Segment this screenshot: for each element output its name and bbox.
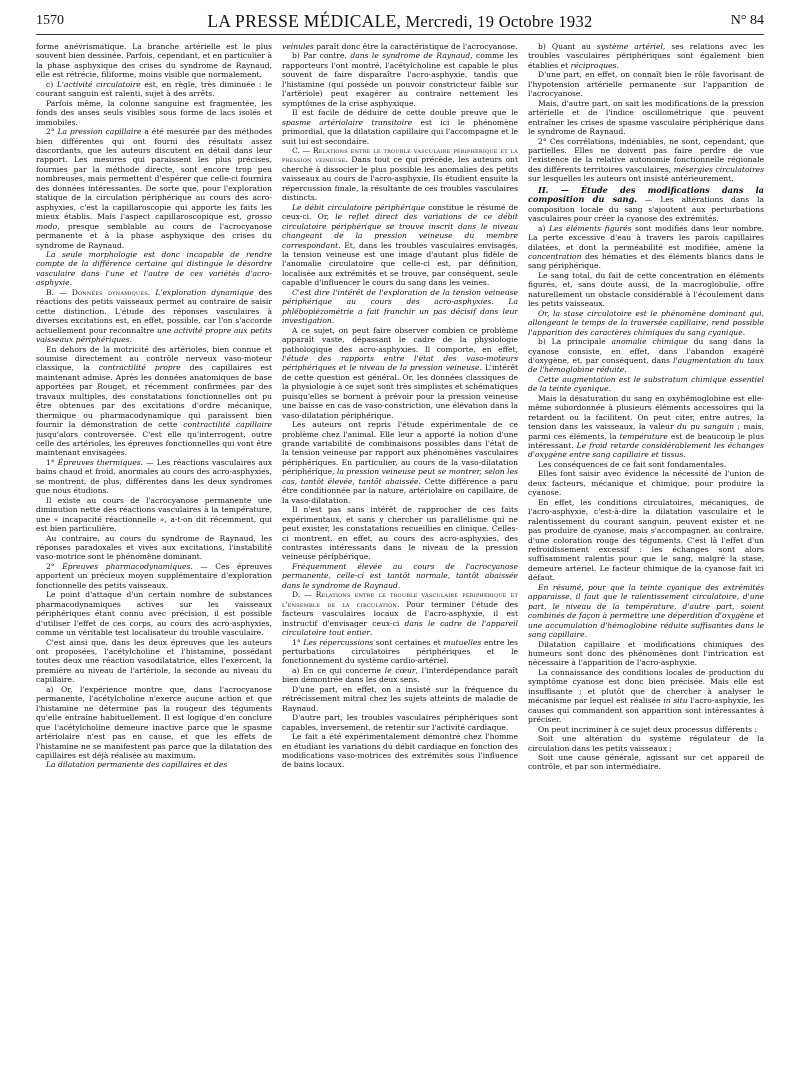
text-run: Soit une altération du système régulateur de la circulation dans les petits vaisseaux ;	[528, 734, 764, 753]
paragraph	[528, 375, 764, 394]
column-right	[528, 42, 764, 1072]
text-run: En effet, les conditions circulatoires, mécaniques, de l'acro-asphyxie, c'est-à-dire la dilatation vasculaire et le ralentissement du courant sanguin, peuvent exister et ne pas produire de cyanose, mais s'accompagner, au contraire, d'une coloration rouge des téguments. C'est là l'effet d'un refroidissement excessif : les échanges sont alors suffisamment ralentis pour que le sang, malgré la stase, demeure artériel. Le facteur chimique de la cyanose fait ici défaut.	[528, 497, 764, 583]
small-caps-heading: Relations entre le trouble vasculaire périphérique et la pression veineuse	[282, 145, 518, 165]
paragraph	[282, 732, 518, 770]
text-run: , presque semblable au cours de l'acrocyanose permanente et à la phase asphyxique des crises du syndrome de Raynaud.	[36, 221, 272, 250]
article-body	[36, 42, 764, 1072]
text-run: ; mais, parmi ces éléments, la	[528, 422, 764, 441]
text-run: entre les perturbations circulatoires périphériques et le fonctionnement du système cardio-artériel.	[282, 637, 518, 666]
italic-text: contractilité propre	[98, 363, 181, 373]
text-run: . Cette différence a paru être conditionnée par la nature, artériolaire ou capillaire, de la vaso-dilatation.	[282, 476, 518, 505]
text-run: des capillaires est maintenant admise. Après les données anatomiques de base apportées par Rouget, et récemment confirmées par des travaux multiples, des constatations fonctionnelles ont pu être obtenues par des excitations d'ordre mécanique, thermique ou pharmacodynamique qui paraissent bien fournir la démonstration de cette	[36, 363, 272, 430]
header-rule	[36, 34, 764, 35]
text-run: est, en règle, très diminuée : le courant sanguin est ralenti, sujet à des arrêts.	[36, 79, 272, 99]
paragraph	[36, 458, 272, 496]
paragraph	[282, 146, 518, 203]
paragraph	[36, 685, 272, 761]
journal-title: LA PRESSE MÉDICALE	[207, 10, 397, 31]
italic-text: Or, la stase circulatoire est le phénomène dominant qui, allongeant le temps de la traversée capillaire, rend possible l'apparition des caractères chimiques du sang cyanique.	[528, 308, 764, 337]
paragraph	[528, 186, 764, 224]
text-run: constitue le résumé de ceux-ci. Or,	[282, 202, 518, 222]
paragraph	[282, 42, 518, 51]
text-run: D'une part, en effet, on connaît bien le rôle favorisant de l'hypotension artérielle permanente sur l'apparition de l'acrocyanose.	[528, 70, 764, 99]
text-run: Il existe au cours de l'acrocyanose permanente une diminution nette des réactions vasculaires à la température, une « incapacité réactionnelle », a-t-on dit récemment, qui est bien particulière.	[36, 495, 272, 534]
paragraph	[282, 108, 518, 146]
text-run: est de beaucoup le plus intéressant.	[528, 431, 764, 451]
text-run: des réactions des petits vaisseaux permet au contraire de saisir cette distinction. L'étude des réponses vasculaires à diverses excitations est, en effet, possible, car l'on s'accorde actuellement pour reconnaître	[36, 287, 272, 335]
paragraph	[528, 99, 764, 137]
italic-text: contractilité capillaire	[183, 420, 272, 430]
italic-text: le cœur	[384, 665, 416, 675]
paragraph	[528, 137, 764, 184]
text-run: Le point d'attaque d'un certain nombre de substances pharmacodynamiques actives sur les vaisseaux périphériques étant connu avec précision, il est possible d'utiliser l'effet de ces corps, au cours des acro-asphyxies, comme un véritable test localisateur du trouble vasculaire.	[36, 590, 272, 638]
italic-text: Fréquemment élevée au cours de l'acrocyanose permanente, celle-ci est tantôt normale, tantôt abaissée dans le syndrome de Raynaud.	[282, 561, 518, 590]
paragraph	[528, 42, 764, 70]
italic-text: La seule morphologie est donc incapable de rendre compte de la différence certaine qui distingue le désordre vasculaire dans l'une et l'autre de ces variétés d'acro-asphyxie.	[36, 249, 272, 288]
text-run: Parfois même, la colonne sanguine est fragmentée, les fonds des anses seuls visibles sous forme de lacs isolés et immobiles.	[36, 98, 272, 127]
paragraph	[528, 668, 764, 725]
paragraph	[528, 498, 764, 583]
text-run: .	[616, 60, 619, 70]
italic-text: l'étude des rapports entre l'état des vaso-moteurs périphériques et le niveau de la pression veineuse	[282, 353, 518, 373]
paragraph	[528, 309, 764, 337]
text-run: paraît donc être la caractéristique de l'acrocyanose.	[313, 42, 518, 51]
column-left	[36, 42, 272, 1072]
paragraph	[282, 505, 518, 562]
italic-text: réciproques	[570, 60, 617, 70]
italic-text: la pression veineuse peut se montrer, selon les cas, tantôt élevée, tantôt abaissée	[282, 467, 518, 486]
italic-text: spasme artériolaire transitoire	[282, 117, 413, 127]
text-run: .	[147, 287, 156, 297]
italic-text: mésergies circulatoires	[673, 164, 764, 174]
italic-text: in situ	[663, 696, 688, 706]
italic-text: L'activité circulatoire	[56, 79, 141, 89]
italic-text: La dilatation permanente des capillaires et des	[46, 760, 228, 770]
paragraph	[282, 562, 518, 590]
text-run: est ici le phénomène primordial, que la dilatation capillaire qui l'accompagne et le suit lui est secondaire.	[282, 117, 518, 146]
text-run: On peut incriminer à ce sujet deux processus différents :	[538, 724, 757, 734]
section-heading: II. — Étude des modifications dans la composition du sang.	[528, 184, 764, 205]
text-run: 2° Ces corrélations, indéniables, ne sont, cependant, que partielles. Elles ne doivent pas faire perdre de vue l'existence de la relative autonomie fonctionnelle régionale des différents territoires vasculaires,	[528, 136, 764, 174]
text-run: sont modifiés dans leur nombre. La perte excessive d'eau à travers les parois capillaires dilatées, et dont la perméabilité est modifiée, amène la	[528, 223, 764, 252]
column-middle	[282, 42, 518, 1072]
italic-text: veinules	[282, 42, 314, 51]
paragraph	[36, 345, 272, 458]
text-run: sont certaines et	[373, 637, 444, 647]
paragraph	[282, 590, 518, 637]
italic-text: L'exploration dynamique	[155, 287, 254, 297]
text-run: . Dans tout ce qui précède, les auteurs ont cherché à dissocier le plus possible les anomalies des petits vaisseaux au cours de l'acro-asphyxie. Ils étudient ensuite la répercussion finale, la résultante de ces troubles vasculaires distincts.	[282, 155, 518, 203]
paragraph	[528, 70, 764, 98]
italic-text: Épreuves thermiques	[57, 457, 141, 467]
text-run: b) Quant au	[538, 42, 597, 51]
paragraph	[528, 583, 764, 640]
paragraph	[528, 469, 764, 497]
paragraph	[36, 250, 272, 288]
paragraph	[36, 590, 272, 637]
small-caps-heading: Données dynamiques	[71, 287, 148, 297]
text-run: a)	[538, 223, 550, 233]
text-run: D'une part, en effet, on a insisté sur la fréquence du rétrécissement mitral chez les sujets atteints de maladie de Raynaud.	[282, 684, 518, 713]
text-run: 1°	[46, 457, 58, 467]
italic-text: le reflet direct des variations de ce débit circulatoire périphérique se trouve inscrit dans le niveau changeant de la pression veineuse du membre correspondant	[282, 212, 518, 250]
paragraph	[528, 753, 764, 772]
text-run: jusqu'alors controversée. C'est elle qu'interrogent, outre celle des artérioles, les épreuves fonctionnelles qui vont être maintenant envisagées.	[36, 429, 272, 458]
text-run: 1°	[292, 637, 304, 647]
text-run: sur lesquelles les auteurs ont insisté antérieurement.	[528, 174, 734, 184]
paragraph	[528, 460, 764, 469]
text-run: a été mesurée par des méthodes bien différentes qui ont fourni des résultats assez discordants, que les auteurs discutent en détail dans leur rapport. Les mesures qui paraissent les plus précises, fournies par la méthode directe, sont encore trop peu nombreuses, mais permettent d'espérer que celle-ci fournira des données intéressantes. De sorte que, pour l'exploration statique de la circulation périphérique au cours des acro-asphyxies, c'est la capillaroscopie qui apporte les faits les mieux établis. Mais l'aspect capillaroscopique est,	[36, 127, 272, 222]
issue-date: Mercredi, 19 Octobre 1932	[405, 11, 593, 31]
paragraph	[528, 394, 764, 460]
italic-text: grosso modo	[36, 212, 272, 231]
text-run: A ce sujet, on peut faire observer combien ce problème apparaît vaste, dépassant le cadre de la physiologie pathologique des acro-asphyxies. Il comporte, en effet,	[282, 325, 518, 354]
italic-text: concentration	[528, 251, 582, 261]
text-run: Mais la désaturation du sang en oxyhémoglobine est elle-même subordonnée à plusieurs éléments accessoires qui la retardent ou la facilitent. On peut citer, entre autres, la tension dans les vaisseaux, la valeur	[528, 393, 764, 432]
text-run: des hématies et des éléments blancs dans le sang périphérique.	[528, 251, 764, 271]
text-run: Les conséquences de ce fait sont fondamentales.	[538, 459, 727, 469]
paragraph	[282, 638, 518, 666]
text-run: Le fait a été expérimentalement démontré chez l'homme en étudiant les variations du débit cardiaque en fonction des modifications vaso-motrices des extrémités sous l'influence de bains locaux.	[282, 732, 518, 770]
page-number: 1570	[36, 13, 64, 28]
italic-text: anomalie chimique	[611, 337, 688, 347]
italic-text: dans le syndrome de Raynaud	[350, 51, 471, 61]
text-run: , ses relations avec les troubles vasculaires périphériques sont également bien établies et	[528, 42, 764, 70]
paragraph	[528, 337, 764, 375]
text-run: . L'intérêt de cette question est général. Or, les données classiques de la physiologie à ce sujet sont très simplistes et schématiques puisqu'elles se bornent à prévoir pour la pression veineuse une baisse en cas de vaso-constriction, une élévation dans la vaso-dilatation périphérique.	[282, 363, 518, 420]
text-run: C. —	[292, 145, 313, 155]
paragraph	[528, 271, 764, 309]
paragraph	[36, 80, 272, 99]
paragraph	[36, 562, 272, 590]
text-run: a) En ce qui concerne	[292, 665, 385, 675]
text-run: b) Par contre,	[292, 51, 351, 61]
paragraph	[36, 42, 272, 80]
italic-text: dans le cadre de l'appareil circulatoire tout entier	[282, 618, 518, 638]
text-run: , l'interdépendance paraît bien démontrée dans les deux sens.	[282, 665, 518, 685]
italic-text: une activité propre aux petits vaisseaux périphériques	[36, 325, 272, 345]
text-run: Dilatation capillaire et modifications chimiques des humeurs sont donc des phénomènes dont l'intrication est nécessaire à l'apparition de l'acro-asphyxie.	[528, 639, 764, 668]
text-run: C'est ainsi que, dans les deux épreuves que les auteurs ont proposées, l'acétylcholine et l'histamine, possédant toutes deux une réaction vasodilatatrice, elles l'exercent, la première au niveau de l'artériole, la seconde au niveau du capillaire.	[36, 637, 272, 685]
text-run: En dehors de la motricité des artérioles, bien connue et soumise directement au contrôle nerveux vaso-moteur classique, la	[36, 344, 272, 373]
text-run: Elles font saisir avec évidence la nécessité de l'union de deux facteurs, mécanique et chimique, pour produire la cyanose.	[528, 469, 764, 498]
text-run: Il est facile de déduire de cette double preuve que le	[292, 108, 518, 118]
text-run: B. —	[46, 287, 72, 297]
italic-text: Cette augmentation est le substratum chimique essentiel de la teinte cyanique.	[528, 374, 764, 394]
italic-text: Les éléments figurés	[549, 223, 632, 233]
text-run: . Pour terminer l'étude des facteurs vasculaires locaux de l'acro-asphyxie, il est instructif d'envisager ceux-ci	[282, 599, 518, 628]
text-run: forme anévrismatique. La branche artérielle est le plus souvent bien dessinée. Parfois, cependant, et en particulier à la phase asphyxique des crises du syndrome de Raynaud, elle est rétrécie, filiforme, moins visible que normalement.	[36, 42, 272, 80]
paragraph	[528, 224, 764, 271]
italic-text: du pu sanguin	[677, 422, 734, 432]
journal-masthead: LA PRESSE MÉDICALE, Mercredi, 19 Octobre 1932	[207, 10, 593, 31]
text-run: c)	[46, 79, 57, 89]
paragraph	[282, 685, 518, 713]
text-run: .	[129, 335, 132, 345]
paragraph	[36, 760, 272, 769]
text-run: D. —	[292, 590, 316, 600]
text-run: Mais, d'autre part, on sait les modifications de la pression artérielle et de l'indice oscillométrique que peuvent entraîner les crises de spasme vasculaire périphérique dans le syndrome de Raynaud.	[528, 98, 764, 137]
paragraph	[36, 496, 272, 534]
text-run: a) Or, l'expérience montre que, dans l'acrocyanose permanente, l'acétylcholine n'exerce aucune action et que l'histamine ne détermine pas la rougeur des téguments qu'elle entraîne habituellement. Il est logique d'en conclure que l'acétylcholine demeure inactive parce que le spasme artériolaire n'est pas en cause, et que les effets de l'histamine ne se manifestent pas parce que la dilatation des capillaires est déjà réalisée au maximum.	[36, 684, 272, 760]
text-run: D'autre part, les troubles vasculaires périphériques sont capables, inversement, de retentir sur l'activité cardiaque.	[282, 713, 518, 732]
text-run: Les auteurs ont repris l'étude expérimentale de ce problème chez l'animal. Elle leur a apporté la notion d'une grande variabilité de combinaisons possibles dans l'état de la tension veineuse par rapport aux phénomènes vasculaires périphériques. En particulier, au cours de la vaso-dilatation périphérique,	[282, 420, 518, 477]
page-header	[36, 8, 764, 34]
paragraph	[282, 666, 518, 685]
italic-text: Le froid retarde considérablement les échanges d'oxygène entre sang capillaire et tissus.	[528, 441, 764, 460]
paragraph	[36, 534, 272, 562]
text-run: Au contraire, au cours du syndrome de Raynaud, les réponses paradoxales et vives aux excitations, l'instabilité vaso-motrice sont le phénomène dominant.	[36, 533, 272, 562]
text-run: 2°	[46, 561, 63, 571]
paragraph	[282, 288, 518, 326]
italic-text: l'augmentation du taux de l'hémoglobine réduite	[528, 355, 764, 375]
italic-text: En résumé, pour que la teinte cyanique des extrémités apparaisse, il faut que le ralentissement circulatoire, d'une part, le niveau de la température, d'autre part, soient combinés de façon à permettre une déperdition d'oxygène et une accumulation d'hémoglobine réduite suffisantes dans le sang capillaire.	[528, 582, 764, 640]
paragraph	[36, 288, 272, 345]
text-run: Il n'est pas sans intérêt de rapprocher de ces faits expérimentaux, et sans y chercher un parallélisme qui ne peut exister, les constatations recueillies en clinique. Celles-ci montrent, en effet, au cours des acro-asphyxies, des contrastes intéressants dans le niveau de la pression veineuse périphérique.	[282, 505, 518, 562]
issue-number: N° 84	[730, 13, 764, 28]
text-run: La connaissance des conditions locales de production du symptôme cyanose est donc bien précisée. Mais elle est insuffisante ; et plutôt que de chercher à analyser le mécanisme par lequel est réalisée	[528, 667, 764, 706]
text-run: . — Ces épreuves apportent un précieux moyen supplémentaire d'exploration fonctionnelle des petits vaisseaux.	[36, 561, 272, 590]
text-run: 2°	[46, 127, 58, 137]
paragraph	[36, 127, 272, 250]
text-run: .	[369, 628, 373, 638]
text-run: Le sang total, du fait de cette concentration en éléments figurés, et, sans doute aussi, de la macroglobulie, offre naturellement un obstacle considérable à l'écoulement dans les petits vaisseaux.	[528, 270, 764, 309]
small-caps-heading: Relations entre le trouble vasculaire périphérique et l'ensemble de la circulation	[282, 590, 518, 609]
italic-text: température	[619, 431, 668, 441]
paragraph	[282, 326, 518, 421]
paragraph	[282, 420, 518, 505]
italic-text: C'est dire l'intérêt de l'exploration de la tension veineuse périphérique au cours des acro-asphyxies. La phlébopiézométrie a fait franchir un pas décisif dans leur investigation.	[282, 287, 518, 326]
italic-text: système artériel	[596, 42, 663, 51]
paragraph	[36, 638, 272, 685]
text-run: l'acro-asphyxie, les causes qui commandent son apparition sont intéressantes à préciser.	[528, 696, 764, 725]
text-run: — Les altérations dans la composition locale du sang s'ajoutent aux perturbations vasculaires pour créer la cyanose des extrémités.	[528, 195, 764, 224]
text-run: , comme les rapporteurs l'ont montré, l'acétylcholine est capable le plus souvent de faire disparaître l'acro-asphyxie, tandis que l'histamine (qui possède un pouvoir constricteur faible sur l'artériole) peut exagérer au contraire nettement les symptômes de la crise asphyxique.	[282, 51, 518, 108]
paragraph	[282, 51, 518, 108]
text-run: Soit une cause générale, agissant sur cet appareil de contrôle, et par son intermédiaire.	[528, 752, 764, 772]
paragraph	[282, 713, 518, 732]
text-run: .	[624, 365, 627, 375]
paragraph	[528, 734, 764, 753]
italic-text: La pression capillaire	[57, 127, 142, 137]
italic-text: Les répercussions	[303, 637, 374, 647]
italic-text: Épreuves pharmacodynamiques	[62, 561, 191, 571]
italic-text: Le débit circulatoire périphérique	[292, 202, 426, 212]
paragraph	[528, 640, 764, 668]
text-run: . Et, dans les troubles vasculaires envisagés, la tension veineuse est une image d'autant plus fidèle de l'anomalie circulatoire que celle-ci est, par définition, localisée aux extrémités et se trouve, par conséquent, seule capable d'influencer le cours du sang dans les veines.	[282, 240, 518, 288]
paragraph	[36, 99, 272, 127]
paragraph	[528, 725, 764, 734]
paragraph	[282, 203, 518, 288]
italic-text: mutuelles	[443, 637, 482, 647]
text-run: . — Les réactions vasculaires aux bains chaud et froid, anormales au cours des acro-asphyxies, se montrent, de plus, différentes dans les deux syndromes que nous étudions.	[36, 457, 272, 496]
text-run: du sang dans la cyanose consiste, en effet, dans l'abandon exagéré d'oxygène, et, par conséquent, dans	[528, 337, 764, 365]
text-run: b) La principale	[538, 337, 612, 347]
